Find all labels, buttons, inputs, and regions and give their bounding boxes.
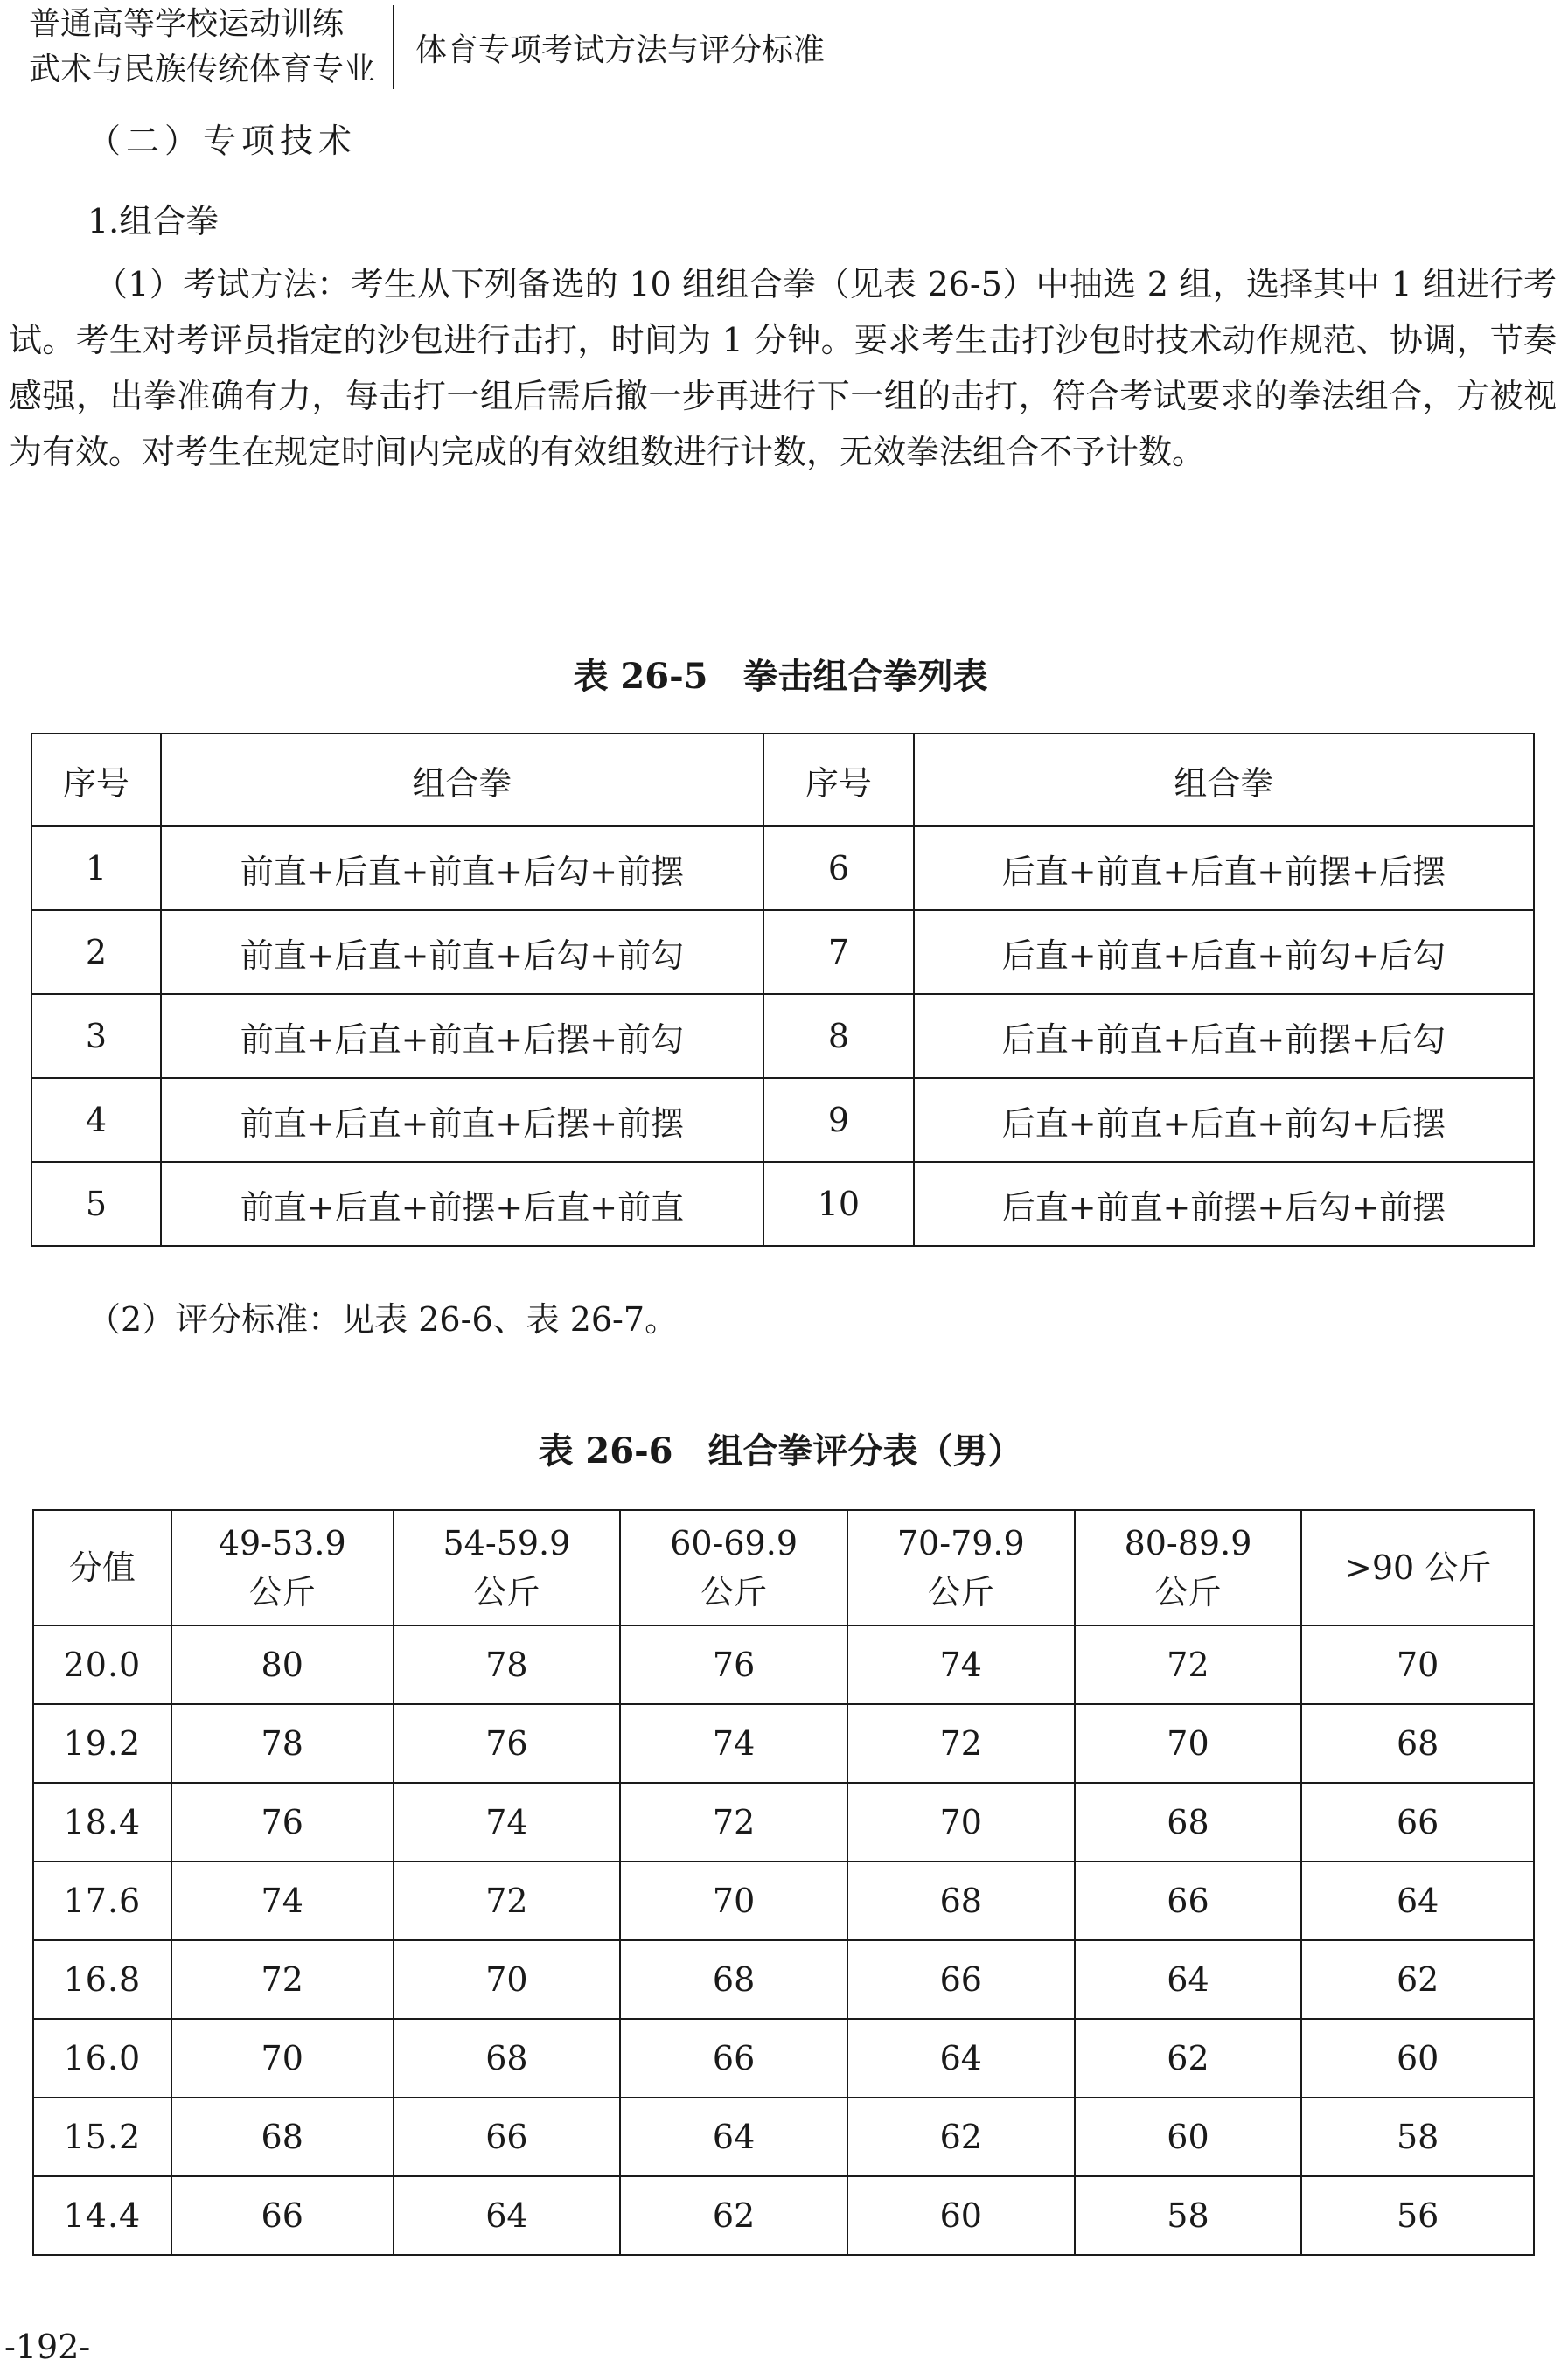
table-cell: 72 [847,1704,1075,1783]
table-cell: 64 [847,2019,1075,2098]
table-row [33,1625,1534,1704]
table-cell: 7 [763,910,914,994]
header-line: 公斤 [248,1573,316,1611]
header-book-title-line1: 普通高等学校运动训练 [29,6,345,42]
table-cell: 1 [31,826,161,910]
table-cell: 68 [847,1862,1075,1940]
header-cell [1075,1510,1302,1625]
table-cell: 前直+后直+前直+后摆+前勾 [161,994,763,1078]
table1-caption: 表 26-5 拳击组合拳列表 [573,656,988,697]
running-header [29,3,825,91]
table-cell: 78 [171,1704,394,1783]
table-row [31,910,1534,994]
header-cell: 组合拳 [161,734,763,826]
table-cell: 64 [620,2098,847,2176]
table-cell: 72 [171,1940,394,2019]
table-cell: 70 [394,1940,621,2019]
table-cell: 18.4 [33,1783,171,1862]
table-row [31,1078,1534,1162]
table-cell: 前直+后直+前直+后勾+前勾 [161,910,763,994]
table-cell: 56 [1301,2176,1534,2255]
table-header-row [31,734,1534,826]
header-cell: 组合拳 [914,734,1534,826]
table-row [33,2098,1534,2176]
item-title: 1.组合拳 [87,202,220,240]
table-header-row [33,1510,1534,1625]
table-cell: 60 [1075,2098,1302,2176]
table-cell: 70 [171,2019,394,2098]
header-cell [1301,1510,1534,1625]
table-cell: 62 [1301,1940,1534,2019]
table-cell: 62 [847,2098,1075,2176]
table-cell: 76 [171,1783,394,1862]
table-cell: 68 [1301,1704,1534,1783]
table-cell: 68 [394,2019,621,2098]
table-cell: 3 [31,994,161,1078]
table-cell: 76 [620,1625,847,1704]
header-cell [171,1510,394,1625]
table-cell: 58 [1075,2176,1302,2255]
header-book-title [29,3,393,91]
scoring-standard-note: （2）评分标准：见表 26-6、表 26-7。 [87,1300,679,1339]
combination-list-table [31,733,1535,1247]
table-cell: 70 [620,1862,847,1940]
table-cell: 64 [394,2176,621,2255]
table-cell: 74 [394,1783,621,1862]
table-row [31,826,1534,910]
header-cell [620,1510,847,1625]
table-cell: 74 [171,1862,394,1940]
table-cell: 后直+前直+后直+前摆+后摆 [914,826,1534,910]
scoring-table-male [32,1509,1535,2256]
table-cell: 70 [1075,1704,1302,1783]
table-cell: 后直+前直+后直+前摆+后勾 [914,994,1534,1078]
table-cell: 68 [171,2098,394,2176]
table-cell: 20.0 [33,1625,171,1704]
table-cell: 16.8 [33,1940,171,2019]
table-cell: 8 [763,994,914,1078]
table-cell: 74 [620,1704,847,1783]
header-book-title-line2: 武术与民族传统体育专业 [29,52,376,87]
table-cell: 66 [394,2098,621,2176]
table-cell: 66 [1301,1783,1534,1862]
table-cell: 70 [1301,1625,1534,1704]
table-cell: 60 [1301,2019,1534,2098]
table-cell: 66 [620,2019,847,2098]
table-cell: 4 [31,1078,161,1162]
table-cell: 70 [847,1783,1075,1862]
header-cell [847,1510,1075,1625]
table-cell: 19.2 [33,1704,171,1783]
table-cell: 10 [763,1162,914,1246]
exam-method-paragraph: （1）考试方法：考生从下列备选的 10 组组合拳（见表 26-5）中抽选 2 组，选择其中 1 组进行考试。考生对考评员指定的沙包进行击打，时间为 1 分钟。要求考生击打沙包时技术动作规范、协调，节奏感强，出拳准确有力，每击打一组后需后撤一步再进行下一组的击打，符合考试要求的拳法组合，方被视为有效。对考生在规定时间内完成的有效组数进行计数，无效拳法组合不予计数。 [9,265,1557,471]
table-cell: 74 [847,1625,1075,1704]
header-line: 80-89.9 [1124,1524,1252,1562]
table-cell: 72 [620,1783,847,1862]
header-cell: 序号 [763,734,914,826]
header-cell [33,1510,171,1625]
table-cell: 62 [620,2176,847,2255]
table-cell: 14.4 [33,2176,171,2255]
header-line: 公斤 [700,1573,768,1611]
table-cell: 15.2 [33,2098,171,2176]
table-row [33,2019,1534,2098]
table2-caption: 表 26-6 组合拳评分表（男） [538,1430,1023,1472]
header-line: >90 公斤 [1344,1548,1492,1587]
table-cell: 前直+后直+前直+后勾+前摆 [161,826,763,910]
table-cell: 78 [394,1625,621,1704]
table-cell: 16.0 [33,2019,171,2098]
header-line: 49-53.9 [218,1524,346,1562]
table-cell: 68 [620,1940,847,2019]
table-cell: 前直+后直+前直+后摆+前摆 [161,1078,763,1162]
table-cell: 66 [171,2176,394,2255]
table-cell: 60 [847,2176,1075,2255]
header-cell [394,1510,621,1625]
table-cell: 72 [394,1862,621,1940]
table-cell: 后直+前直+后直+前勾+后摆 [914,1078,1534,1162]
table-cell: 66 [1075,1862,1302,1940]
table-cell: 76 [394,1704,621,1783]
page-number: -192- [4,2328,91,2366]
table-cell: 5 [31,1162,161,1246]
header-line: 分值 [68,1548,136,1587]
table-cell: 后直+前直+前摆+后勾+前摆 [914,1162,1534,1246]
table-cell: 58 [1301,2098,1534,2176]
table-cell: 前直+后直+前摆+后直+前直 [161,1162,763,1246]
table-row [33,1704,1534,1783]
table-cell: 9 [763,1078,914,1162]
table-row [31,994,1534,1078]
header-line: 60-69.9 [670,1524,798,1562]
table-cell: 68 [1075,1783,1302,1862]
table-cell: 后直+前直+后直+前勾+后勾 [914,910,1534,994]
table-cell: 62 [1075,2019,1302,2098]
header-line: 70-79.9 [896,1524,1025,1562]
table-cell: 66 [847,1940,1075,2019]
header-line: 54-59.9 [443,1524,571,1562]
table-cell: 72 [1075,1625,1302,1704]
header-chapter-title: 体育专项考试方法与评分标准 [415,31,826,68]
table-cell: 64 [1075,1940,1302,2019]
header-line: 公斤 [1154,1573,1222,1611]
table-row [33,1783,1534,1862]
header-line: 公斤 [927,1573,994,1611]
table-cell: 17.6 [33,1862,171,1940]
table-cell: 2 [31,910,161,994]
table-cell: 64 [1301,1862,1534,1940]
header-line: 公斤 [473,1573,540,1611]
section-title: （二）专项技术 [87,122,358,160]
table-row [33,1940,1534,2019]
table-row [33,2176,1534,2255]
table-row [33,1862,1534,1940]
table-cell: 80 [171,1625,394,1704]
table-cell: 6 [763,826,914,910]
table-row [31,1162,1534,1246]
header-cell: 序号 [31,734,161,826]
